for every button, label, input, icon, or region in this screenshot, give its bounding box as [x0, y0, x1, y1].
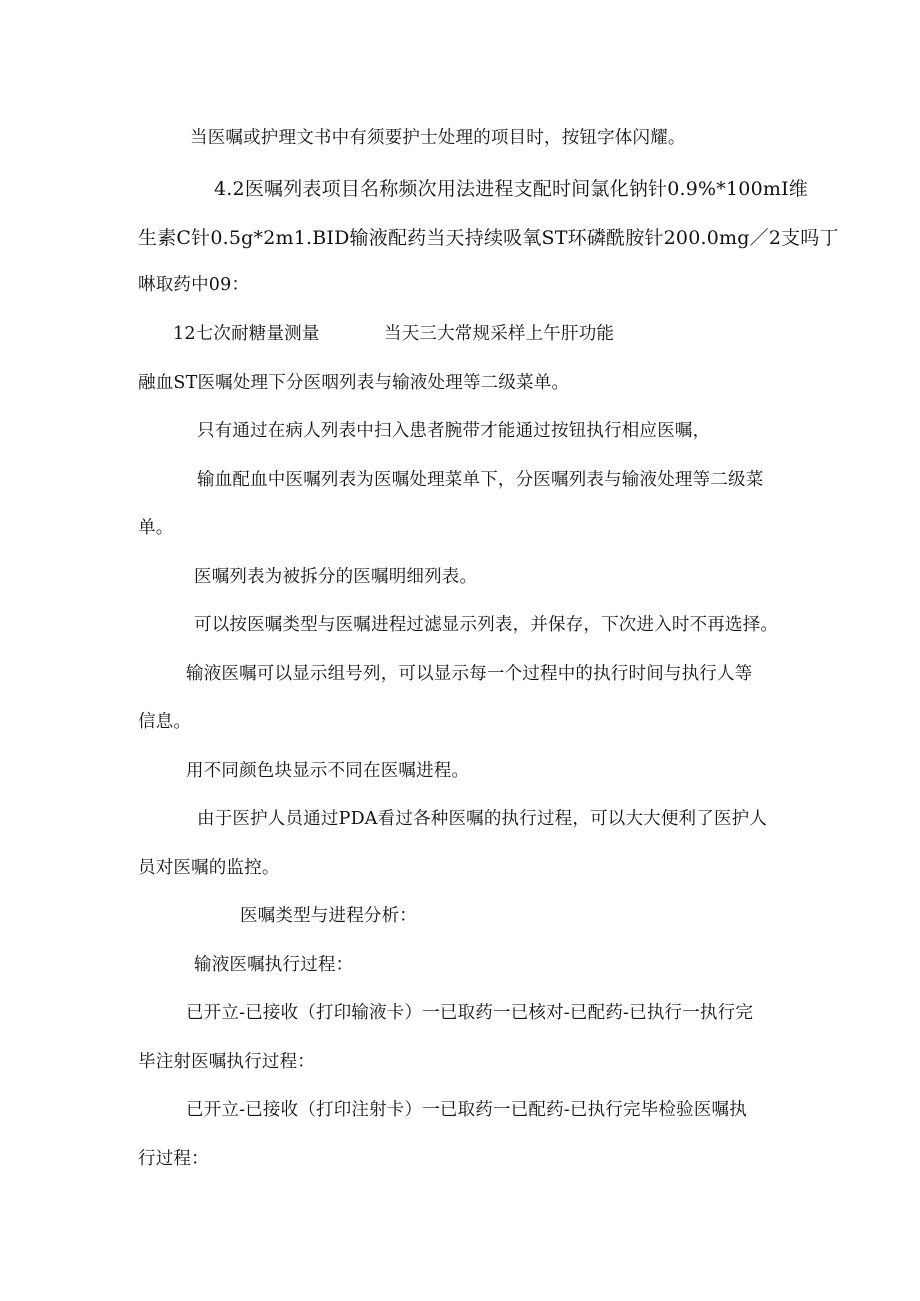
paragraph-line-16: 员对医嘱的监控。	[138, 858, 280, 878]
paragraph-line-4: 啉取药中09：	[138, 275, 250, 295]
paragraph-line-20: 毕注射医嘱执行过程：	[138, 1052, 315, 1072]
paragraph-line-13: 信息。	[138, 712, 192, 732]
paragraph-line-8: 输血配血中医嘱列表为医嘱处理菜单下，分医嘱列表与输液处理等二级菜	[197, 470, 764, 490]
paragraph-line-22: 行过程：	[138, 1149, 209, 1169]
paragraph-line-2: 4.2医嘱列表项目名称频次用法进程支配时间氯化钠针0.9%*100mI维	[214, 178, 808, 200]
paragraph-line-5a: 12七次耐糖量测量	[173, 324, 320, 344]
paragraph-line-15: 由于医护人员通过PDA看过各种医嘱的执行过程，可以大大便利了医护人	[197, 809, 768, 829]
paragraph-line-21: 已开立-已接收（打印注射卡）一已取药一已配药-已执行完毕检验医嘱执	[186, 1100, 747, 1120]
paragraph-line-1: 当医嘱或护理文书中有须要护士处理的项目时，按钮字体闪耀。	[190, 128, 686, 148]
section-heading: 医嘱类型与进程分析：	[240, 906, 417, 926]
paragraph-line-12: 输液医嘱可以显示组号列，可以显示每一个过程中的执行时间与执行人等	[186, 664, 753, 684]
paragraph-line-11: 可以按医嘱类型与医嘱进程过滤显示列表，并保存，下次进入时不再选择。	[194, 615, 779, 635]
paragraph-line-6: 融血ST医嘱处理下分医咽列表与输液处理等二级菜单。	[138, 373, 570, 393]
paragraph-line-5b: 当天三大常规采样上午肝功能	[384, 324, 615, 344]
paragraph-line-14: 用不同颜色块显示不同在医嘱进程。	[186, 761, 470, 781]
paragraph-line-10: 医嘱列表为被拆分的医嘱明细列表。	[194, 567, 478, 587]
paragraph-line-18: 输液医嘱执行过程：	[194, 955, 354, 975]
paragraph-line-9: 单。	[138, 518, 174, 538]
paragraph-line-19: 已开立-已接收（打印输液卡）一已取药一已核对-已配药-已执行一执行完	[186, 1003, 754, 1023]
paragraph-line-3: 生素C针0.5g*2m1.BID输液配药当天持续吸氧ST环磷酰胺针200.0mg／2支吗丁	[138, 227, 839, 249]
paragraph-line-7: 只有通过在病人列表中扫入患者腕带才能通过按钮执行相应医嘱，	[197, 421, 711, 441]
